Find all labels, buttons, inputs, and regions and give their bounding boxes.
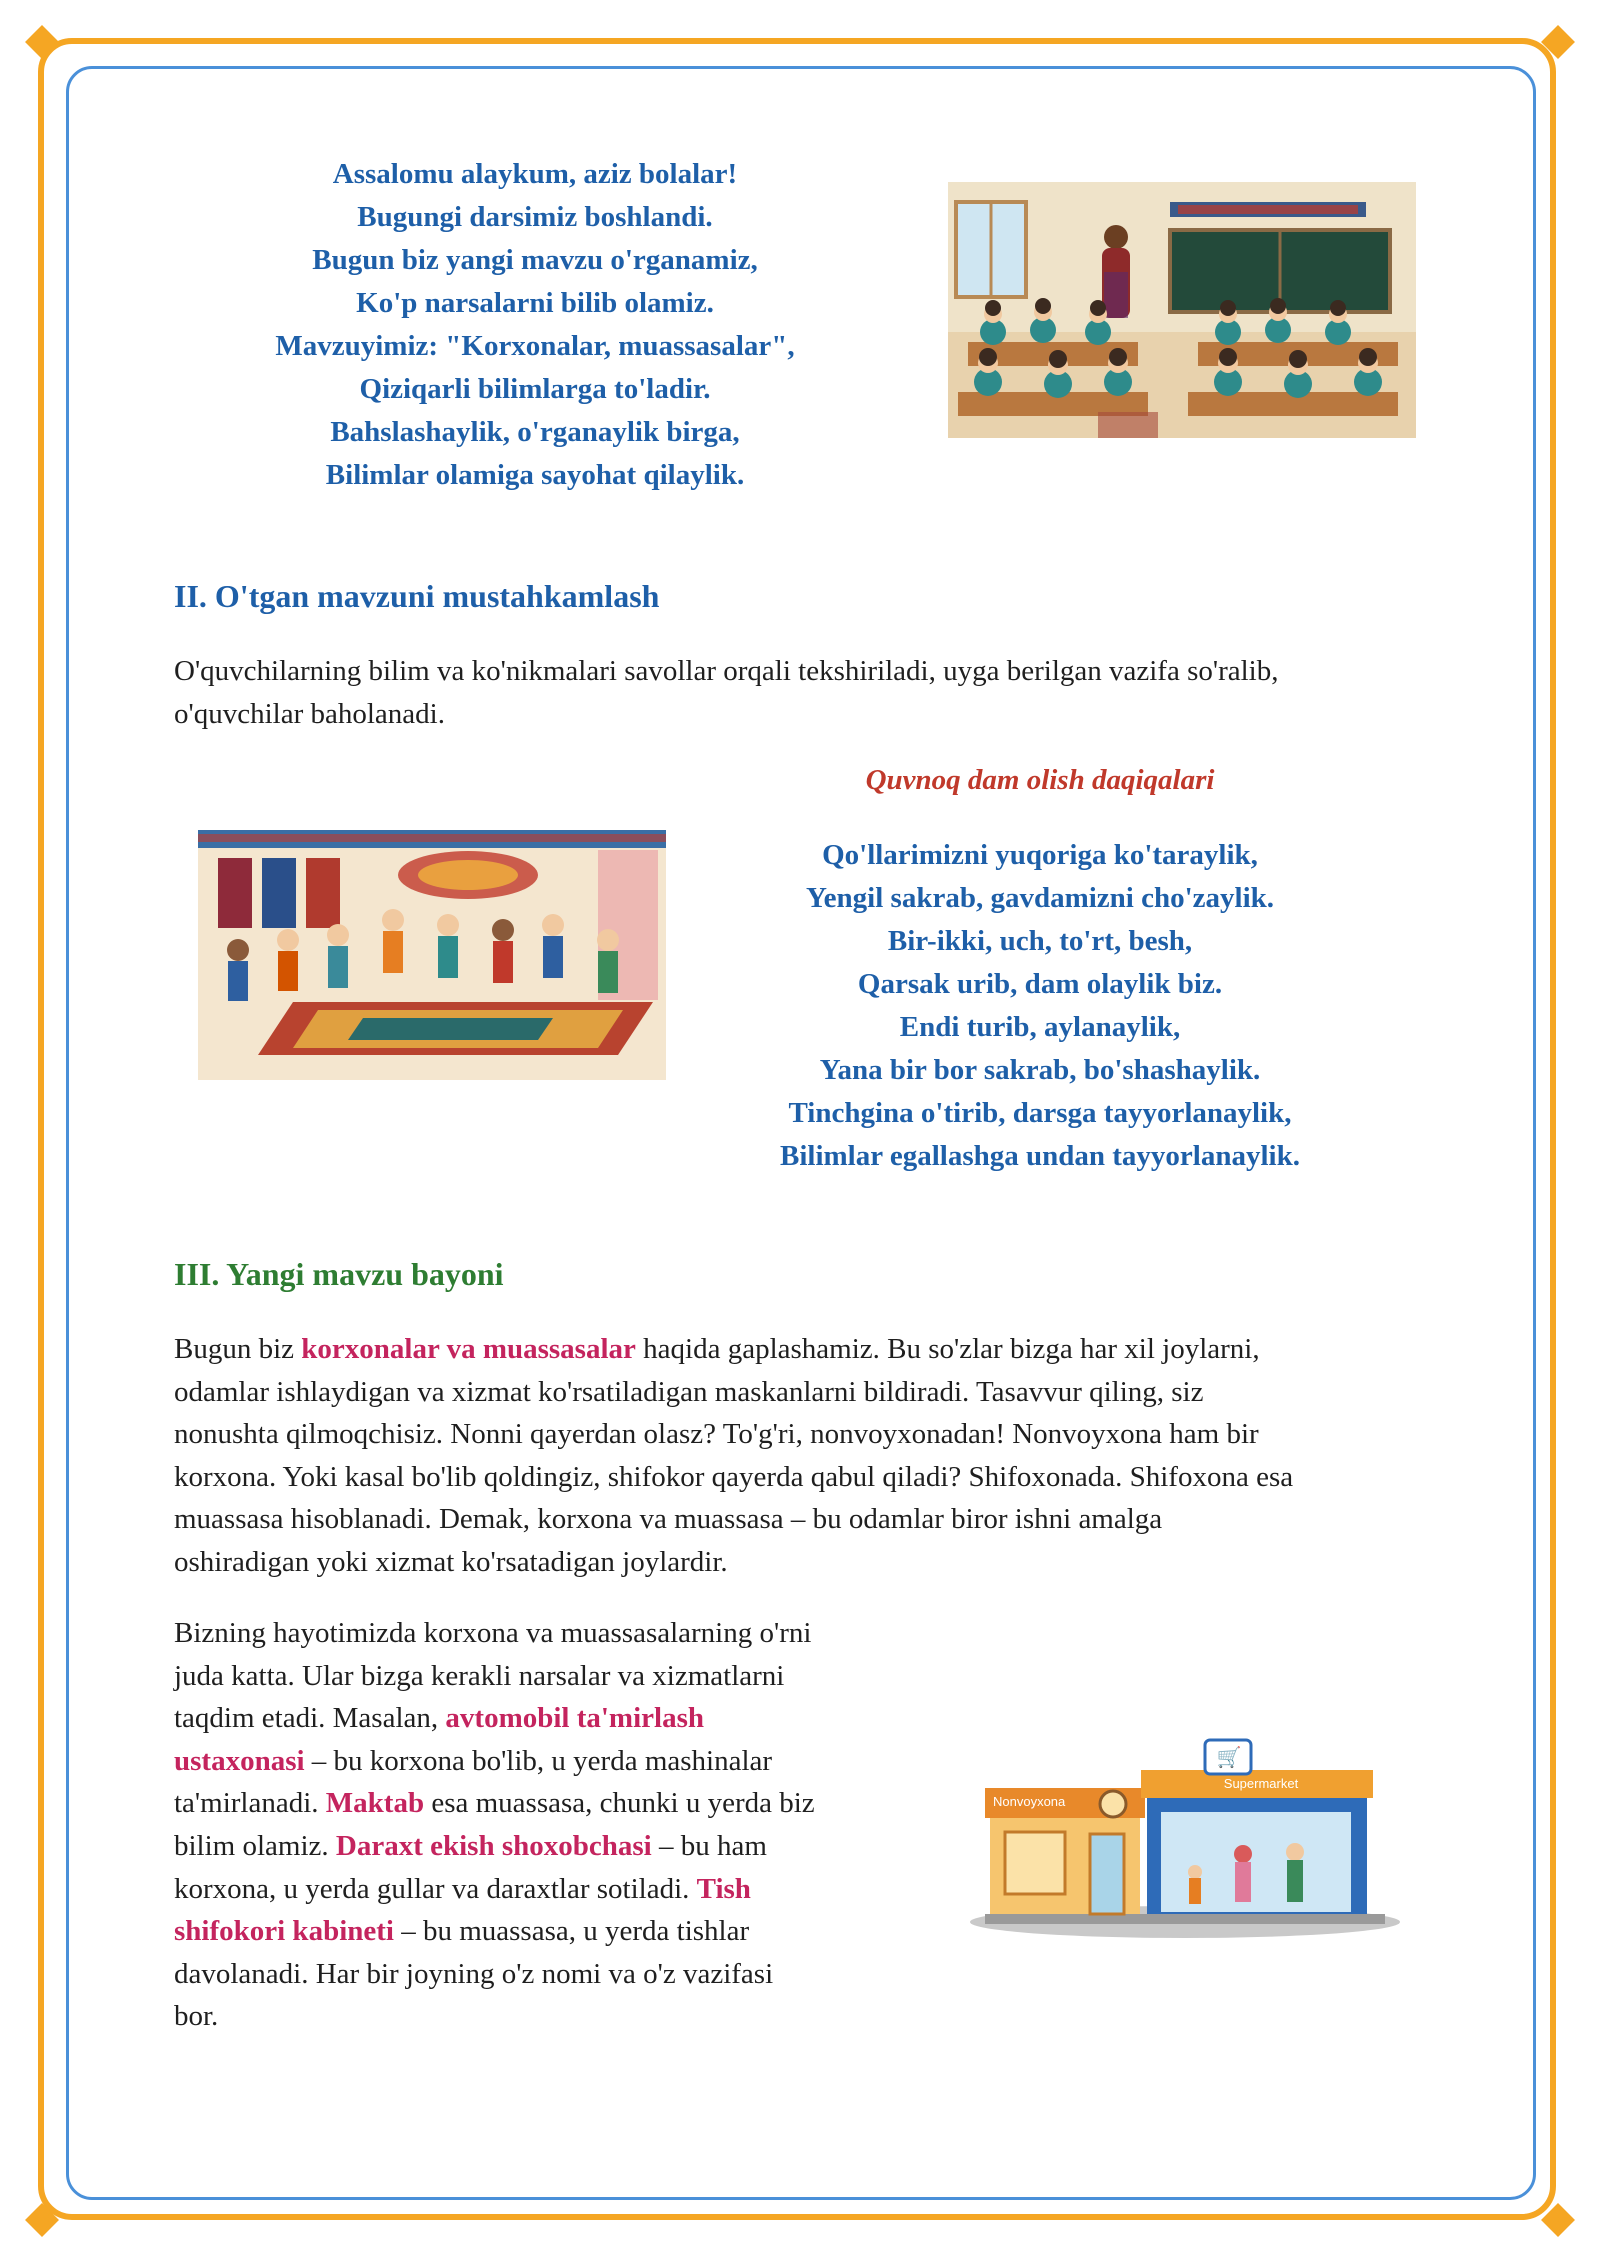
poem-line: Endi turib, aylanaylik, (899, 1011, 1181, 1043)
section-paragraph (174, 650, 1464, 735)
poem-line: Qiziqarli bilimlarga to'ladir. (359, 373, 711, 405)
classroom-illustration (948, 182, 1416, 438)
bakery-sign: Nonvoyxona (993, 1794, 1066, 1809)
poem-line: Yengil sakrab, gavdamizni cho'zaylik. (805, 882, 1275, 914)
paragraph-line: O'quvchilarning bilim va ko'nikmalari savollar orqali tekshiriladi, uyga berilgan vazifa so'ralib, (174, 655, 1279, 687)
section-heading: II. O'tgan mavzuni mustahkamlash (174, 578, 660, 614)
poem-line: Assalomu alaykum, aziz bolalar! (332, 158, 738, 190)
paragraph-line: muassasa hisoblanadi. Demak, korxona va muassasa – bu odamlar biror ishni amalga (174, 1503, 1163, 1536)
paragraph-line: bor. (174, 2000, 219, 2033)
paragraph-line: davolanadi. Har bir joyning o'z nomi va o'z vazifasi (174, 1957, 774, 1990)
poem-line: Bugun biz yangi mavzu o'rganamiz, (312, 244, 758, 276)
poem-line: Bir-ikki, uch, to'rt, besh, (887, 925, 1193, 957)
paragraph-line: Bizning hayotimizda korxona va muassasalarning o'rni (174, 1617, 812, 1649)
store-sign: Supermarket (1223, 1776, 1299, 1791)
paragraph-line: bilim olamiz. Daraxt ekish shoxobchasi – bu ham (174, 1829, 767, 1862)
poem-line: Tinchgina o'tirib, darsga tayyorlanaylik, (788, 1097, 1292, 1129)
highlighted-term: ustaxonasi (174, 1744, 305, 1777)
paragraph-line: korxona. Yoki kasal bo'lib qoldingiz, shifokor qayerda qabul qiladi? Shifoxonada. Shifoxona esa (174, 1460, 1294, 1493)
greeting-poem (200, 153, 870, 497)
shops-illustration (965, 1722, 1405, 1940)
paragraph-line: o'quvchilar baholanadi. (174, 697, 445, 730)
highlighted-term: Tish (696, 1872, 751, 1905)
paragraph-line: nonushta qilmoqchisiz. Nonni qayerdan olasz? To'g'ri, nonvoyxonadan! Nonvoyxona ham bir (174, 1418, 1259, 1451)
highlighted-term: shifokori kabineti (174, 1915, 394, 1948)
paragraph-line: odamlar ishlaydigan va xizmat ko'rsatiladigan maskanlarni bildiradi. Tasavvur qiling, siz (174, 1375, 1204, 1408)
paragraph-line: oshiradigan yoki xizmat ko'rsatadigan joylardir. (174, 1545, 728, 1578)
section-heading: III. Yangi mavzu bayoni (174, 1256, 504, 1292)
highlighted-term: korxonalar va muassasalar (301, 1333, 636, 1365)
poem-line: Bahslashaylik, o'rganaylik birga, (330, 416, 740, 448)
poem-line: Bilimlar olamiga sayohat qilaylik. (325, 459, 745, 491)
paragraph-line: shifokori kabineti – bu muassasa, u yerda tishlar (174, 1915, 750, 1948)
poem-line: Yana bir bor sakrab, bo'shashaylik. (819, 1054, 1261, 1086)
paragraph-line: taqdim etadi. Masalan, avtomobil ta'mirlash (174, 1702, 704, 1735)
dancing-children-illustration (198, 830, 666, 1080)
section-paragraph (174, 1612, 914, 2038)
poem-line: Ko'p narsalarni bilib olamiz. (356, 287, 714, 319)
paragraph-line: ustaxonasi – bu korxona bo'lib, u yerda mashinalar (174, 1744, 773, 1777)
highlighted-term: avtomobil ta'mirlash (445, 1702, 704, 1735)
highlighted-term: Maktab (325, 1787, 425, 1820)
poem-line: Mavzuyimiz: "Korxonalar, muassasalar", (275, 330, 795, 362)
highlighted-term: Daraxt ekish shoxobchasi (335, 1829, 652, 1862)
break-poem (700, 834, 1380, 1178)
paragraph-line: Bugun biz korxonalar va muassasalar haqida gaplashamiz. Bu so'zlar bizga har xil joylarni, (174, 1333, 1260, 1365)
shopping-cart-icon: 🛒 (1216, 1745, 1242, 1769)
poem-line: Bugungi darsimiz boshlandi. (357, 201, 713, 233)
poem-line: Bilimlar egallashga undan tayyorlanaylik. (780, 1140, 1300, 1172)
paragraph-line: ta'mirlanadi. Maktab esa muassasa, chunki u yerda biz (174, 1787, 815, 1820)
paragraph-line: juda katta. Ular bizga kerakli narsalar va xizmatlarni (174, 1659, 785, 1692)
poem-line: Qarsak urib, dam olaylik biz. (857, 968, 1223, 1000)
paragraph-line: korxona, u yerda gullar va daraxtlar sotiladi. Tish (174, 1872, 751, 1905)
section-paragraph (174, 1328, 1474, 1584)
break-title: Quvnoq dam olish daqiqalari (865, 764, 1215, 796)
poem-line: Qo'llarimizni yuqoriga ko'taraylik, (822, 839, 1258, 871)
